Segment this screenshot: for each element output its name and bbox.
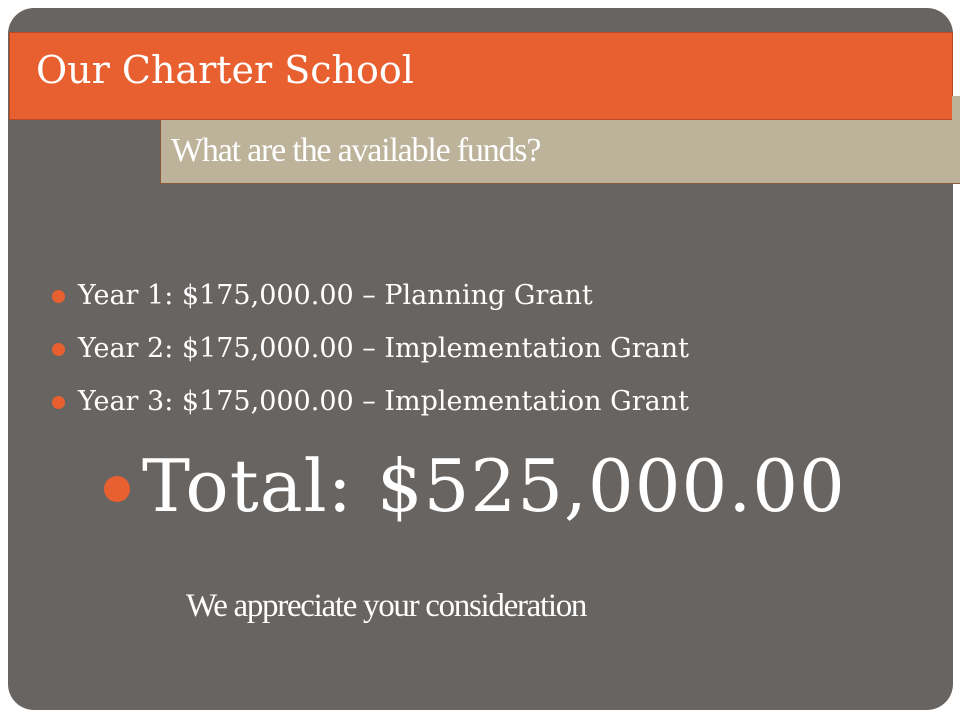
bullet-text: Year 1: $175,000.00 – Planning Grant <box>78 280 593 311</box>
bullet-item-year-1 <box>50 277 689 330</box>
title-bar <box>9 32 953 120</box>
closing-message: We appreciate your consideration <box>186 588 587 624</box>
bullet-dot-icon <box>104 476 130 502</box>
funding-bullet-list <box>50 277 689 436</box>
slide-title: Our Charter School <box>36 48 414 92</box>
total-amount: Total: $525,000.00 <box>142 444 846 528</box>
subtitle-bar <box>160 120 960 184</box>
bullet-dot-icon <box>52 290 65 303</box>
bullet-text: Year 2: $175,000.00 – Implementation Grant <box>78 333 689 364</box>
slide-subtitle: What are the available funds? <box>171 132 541 169</box>
bullet-dot-icon <box>52 343 65 356</box>
bullet-item-year-3 <box>50 383 689 436</box>
bullet-item-year-2 <box>50 330 689 383</box>
bullet-text: Year 3: $175,000.00 – Implementation Grant <box>78 386 689 417</box>
bullet-dot-icon <box>52 396 65 409</box>
